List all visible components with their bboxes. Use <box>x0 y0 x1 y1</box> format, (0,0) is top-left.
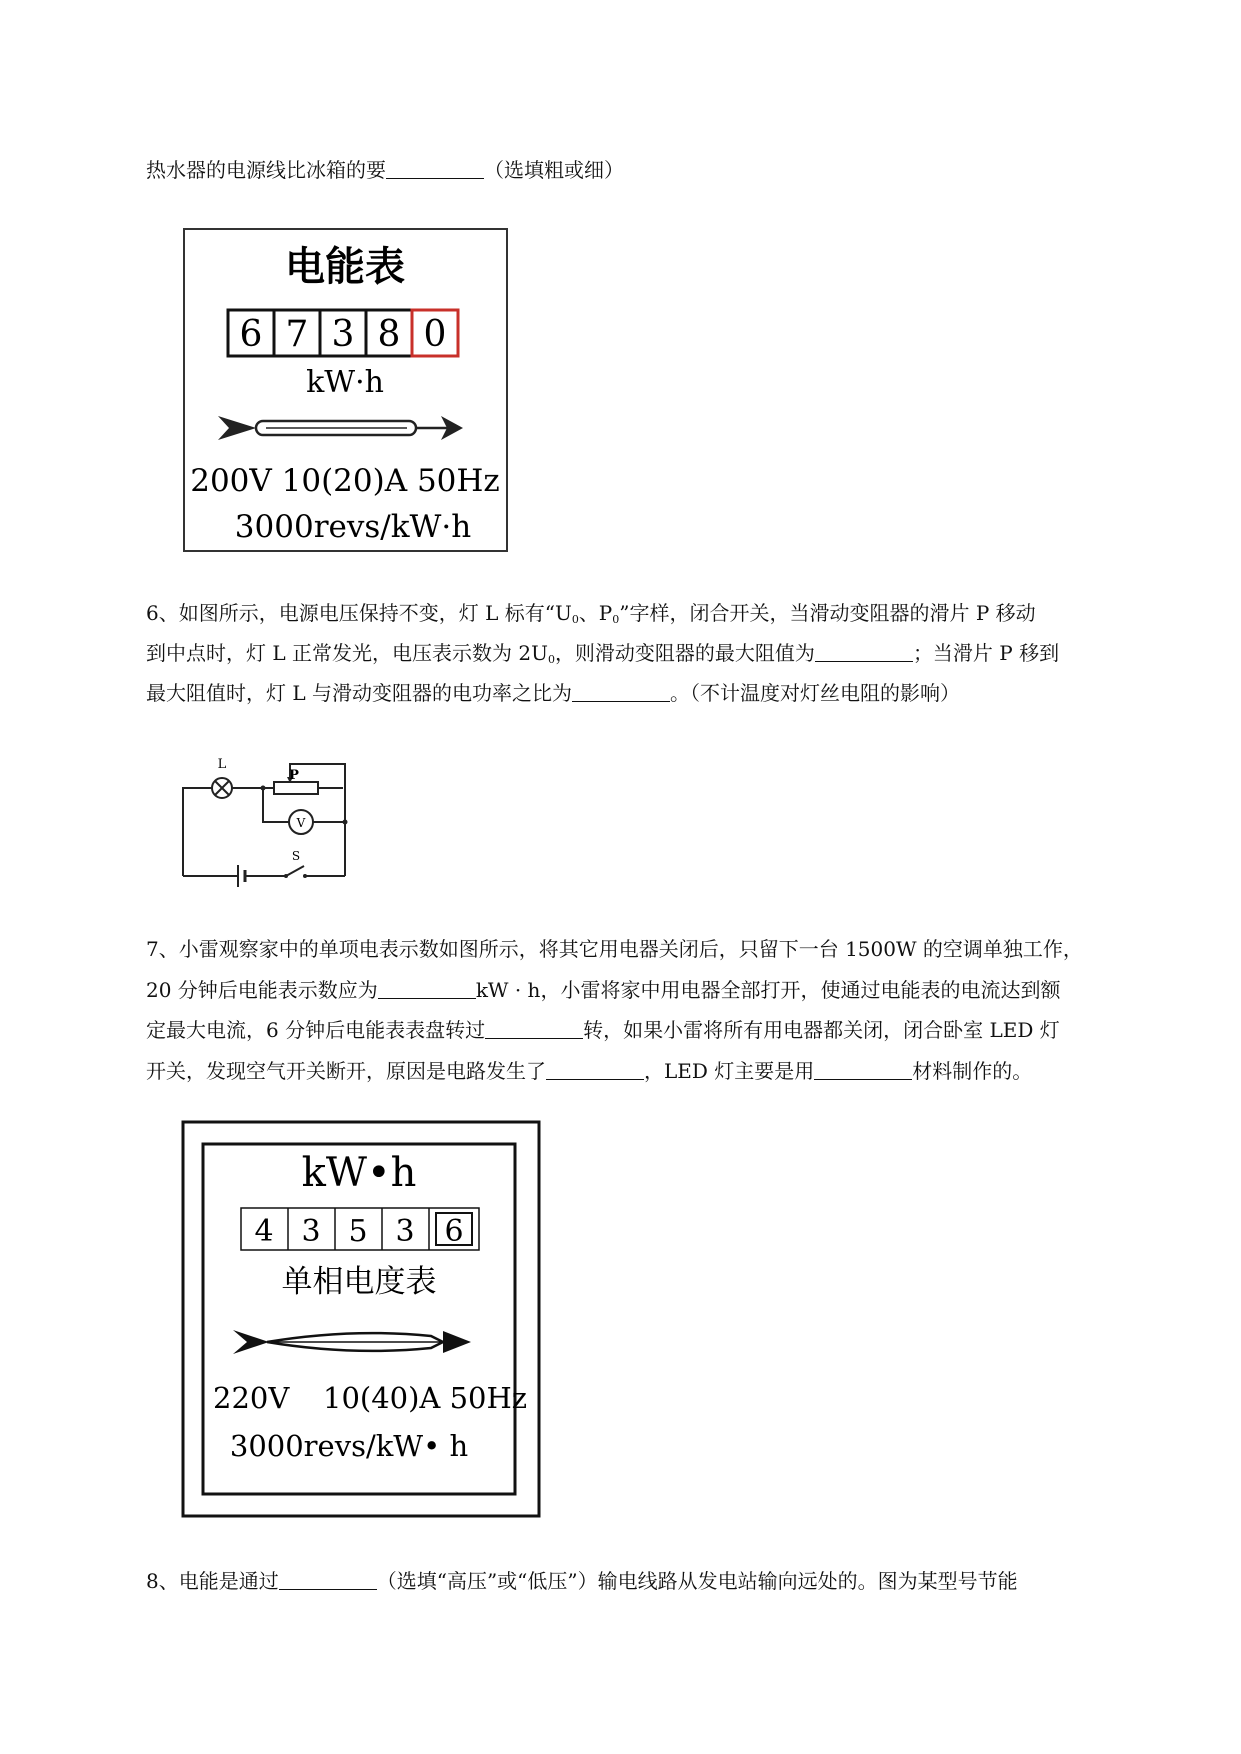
meter1-digit: 3 <box>331 314 355 355</box>
meter1-digit: 6 <box>239 314 263 355</box>
rheostat-icon <box>274 782 318 794</box>
answer-blank[interactable] <box>814 1059 912 1080</box>
meter2-digit: 4 <box>254 1214 274 1249</box>
meter1-title: 电能表 <box>285 243 405 290</box>
meter1-digit-row <box>228 310 458 356</box>
answer-blank[interactable] <box>572 681 670 702</box>
meter2-voltage: 220V <box>213 1381 290 1415</box>
q6-line-1: 6、如图所示，电源电压保持不变，灯 L 标有“$U_0$、$P_0$”字样，闭合开关，当滑动变阻器的滑片 P 移动 <box>146 601 1036 626</box>
meter2-digit: 6 <box>444 1214 464 1249</box>
meter2-title: 单相电度表 <box>281 1264 437 1300</box>
meter1-digit: 7 <box>285 314 309 355</box>
meter2-digit: 3 <box>395 1214 415 1249</box>
meter2-digit-row <box>241 1208 479 1250</box>
q6-line-3: 最大阻值时，灯 L 与滑动变阻器的电功率之比为 。（不计温度对灯丝电阻的影响） <box>146 681 960 705</box>
meter2-digit: 5 <box>348 1214 368 1249</box>
prev-question-line: 热水器的电源线比冰箱的要 （选填粗或细） <box>146 158 624 182</box>
meter1-unit: kW·h <box>306 365 384 400</box>
meter2-digit: 3 <box>301 1214 321 1249</box>
electric-meter-figure-2 <box>181 1120 541 1520</box>
answer-blank[interactable] <box>815 641 913 662</box>
circuit-diagram <box>178 750 358 890</box>
q8-line-1: 8、电能是通过 （选填“高压”或“低压”）输电线路从发电站输向远处的。图为某型号节能 <box>146 1569 1018 1593</box>
answer-blank[interactable] <box>386 158 484 179</box>
meter1-spec: 200V 10(20)A 50Hz <box>190 463 500 499</box>
electric-meter-figure-1 <box>183 228 508 553</box>
meter2-current-frequency: 10(40)A 50Hz <box>323 1381 528 1415</box>
meter2-unit: kW•h <box>301 1150 417 1196</box>
meter2-revolutions: 3000revs/kW• h <box>229 1429 469 1463</box>
lamp-label: L <box>217 757 227 772</box>
voltmeter-label: V <box>296 816 306 830</box>
answer-blank[interactable] <box>378 978 476 999</box>
q7-line-1: 7、小雷观察家中的单项电表示数如图所示，将其它用电器关闭后，只留下一台 1500W 的空调单独工作， <box>146 937 1083 961</box>
switch-label: S <box>291 849 301 863</box>
q7-line-4: 开关，发现空气开关断开，原因是电路发生了 ，LED 灯主要是用 材料制作的。 <box>146 1059 1033 1083</box>
q7-line-3: 定最大电流，6 分钟后电能表表盘转过 转，如果小雷将所有用电器都关闭，闭合卧室 LED 灯 <box>146 1018 1060 1042</box>
answer-blank[interactable] <box>279 1569 377 1590</box>
answer-blank[interactable] <box>485 1018 583 1039</box>
switch-icon <box>286 866 304 876</box>
q7-line-2: 20 分钟后电能表示数应为 kW · h，小雷将家中用电器全部打开，使通过电能表的电流达到额 <box>146 978 1061 1002</box>
slider-label: P <box>289 768 299 783</box>
q6-line-2: 到中点时，灯 L 正常发光，电压表示数为 $2U_0$，则滑动变阻器的最大阻值为 ；当滑片 P 移到 <box>146 641 1060 666</box>
meter1-digit: 0 <box>423 314 447 355</box>
meter1-digit: 8 <box>377 314 401 355</box>
meter1-revolutions: 3000revs/kW·h <box>234 509 472 545</box>
answer-blank[interactable] <box>546 1059 644 1080</box>
